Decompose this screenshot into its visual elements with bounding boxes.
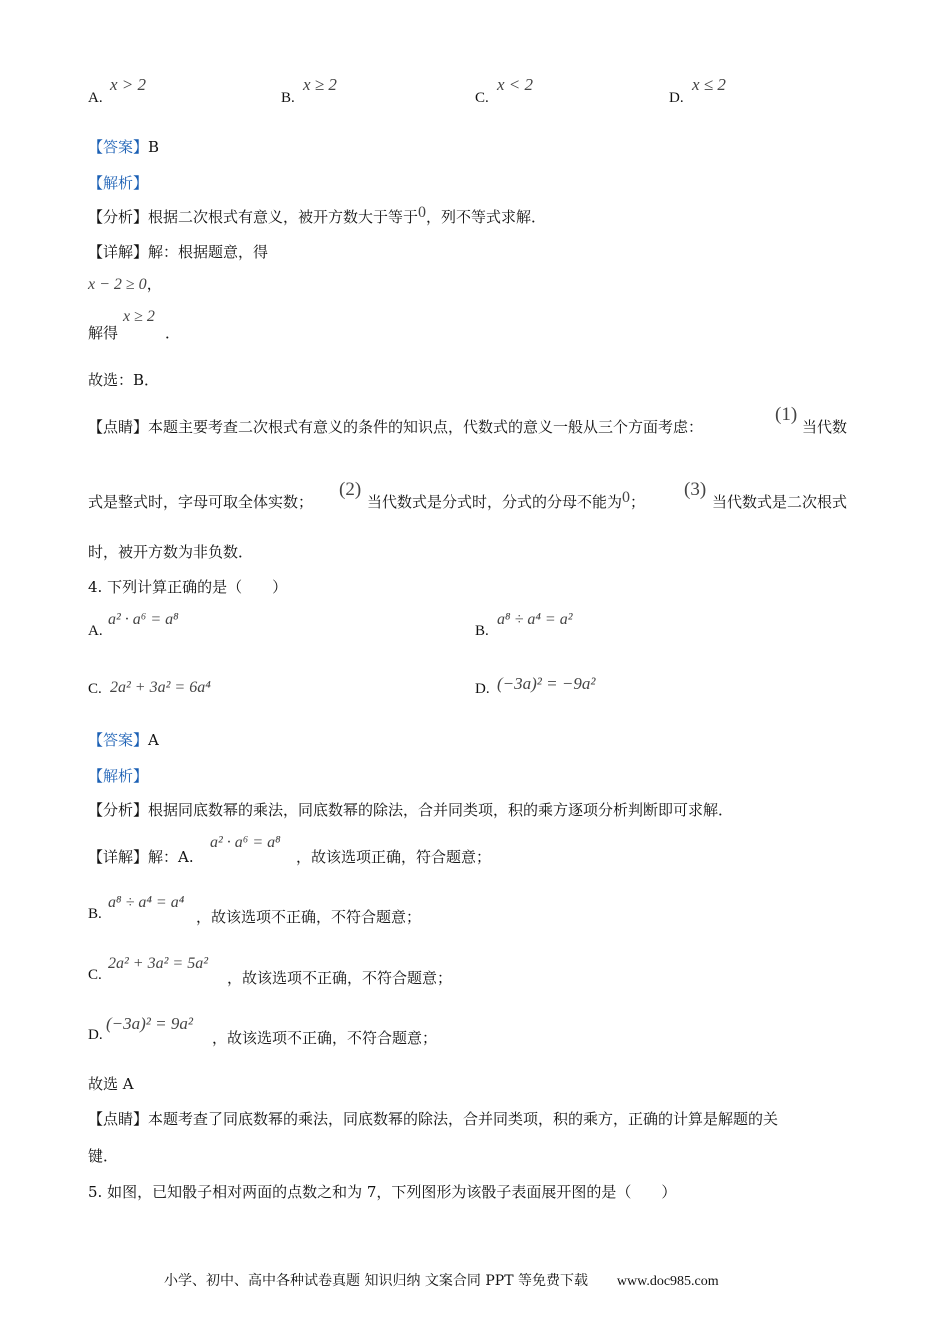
q3-detail — [88, 241, 268, 262]
q4-detail-d-letter: D. — [88, 1027, 103, 1043]
detail-prefix: 解：A. — [148, 848, 194, 866]
q3-solve-expr: x ≥ 2 — [123, 308, 155, 325]
q4-detail-d-expr: (−3a)² = 9a² — [106, 1014, 193, 1033]
q3-solve-tail: ． — [165, 324, 181, 342]
comment-text: 本题主要考查二次根式有意义的条件的知识点，代数式的意义一般从三个方面考虑： — [148, 418, 704, 436]
inequality-tail: ， — [146, 275, 162, 293]
option-letter: B. — [281, 90, 295, 106]
q4-detail-c-expr: 2a² + 3a² = 5a² — [108, 955, 208, 972]
q4-option-c-letter: C. — [88, 681, 102, 697]
q4-analysis-label: 【解析】 — [88, 767, 149, 785]
q4-detail-c-letter: C. — [88, 967, 102, 983]
q4-option-b-letter: B. — [475, 623, 489, 639]
q4-comment-line2: 键． — [88, 1147, 119, 1165]
q3-fenxi — [88, 206, 546, 227]
option-letter: C. — [475, 90, 489, 106]
fenxi-tail: ，列不等式求解． — [426, 208, 547, 226]
detail-label: 【详解】 — [88, 243, 149, 261]
q4-fenxi — [88, 799, 733, 820]
semicolon: ； — [630, 493, 646, 511]
q4-option-d-letter: D. — [475, 681, 490, 697]
solve-text: 解得 — [88, 324, 119, 342]
q3-option-d-expr: x ≤ 2 — [692, 75, 726, 94]
q4-title: 4. 下列计算正确的是（ ） — [88, 578, 288, 596]
q3-comment-line2b — [367, 491, 645, 512]
fenxi-text: 根据同底数幂的乘法，同底数幂的除法，合并同类项，积的乘方逐项分析判断即可求解． — [148, 801, 734, 819]
q4-detail-a-expr: a² · a⁶ = a⁸ — [210, 834, 281, 851]
footer-text: 小学、初中、高中各种试卷真题 知识归纳 文案合同 PPT 等免费下载 — [164, 1273, 588, 1289]
comment-text: 当代数式是分式时，分式的分母不能为 — [367, 493, 623, 511]
q4-option-b-expr: a⁸ ÷ a⁴ = a² — [497, 611, 573, 628]
footer-url[interactable]: www.doc985.com — [616, 1274, 719, 1289]
q4-detail-b-letter: B. — [88, 906, 102, 922]
comment-label: 【点睛】 — [88, 1110, 149, 1128]
q4-detail-b-text: ，故该选项不正确，不符合题意； — [196, 908, 422, 926]
q3-option-d — [669, 88, 684, 107]
fenxi-label: 【分析】 — [88, 208, 149, 226]
q3-num-1: (1) — [775, 404, 798, 425]
q3-num-3: (3) — [684, 479, 707, 500]
answer-value: B — [148, 138, 160, 156]
q3-option-b-expr: x ≥ 2 — [303, 75, 337, 94]
q4-comment-line1 — [88, 1108, 778, 1129]
q4-detail-b-expr: a⁸ ÷ a⁴ = a⁴ — [108, 894, 185, 911]
q4-detail-label — [88, 846, 194, 867]
comment-text: 本题考查了同底数幂的乘法，同底数幂的除法，合并同类项，积的乘方，正确的计算是解题的关 — [148, 1110, 779, 1128]
q3-choose: 故选：B． — [88, 371, 160, 389]
option-letter: D. — [669, 90, 684, 106]
zero-value: 0 — [622, 489, 631, 506]
q3-answer — [88, 136, 159, 157]
comment-label: 【点睛】 — [88, 418, 149, 436]
q4-detail-c-text: ，故该选项不正确，不符合题意； — [227, 969, 453, 987]
option-letter: A. — [88, 90, 103, 106]
q3-inequality — [88, 273, 162, 294]
q3-option-c-expr: x < 2 — [497, 75, 534, 94]
q3-solve — [88, 322, 118, 343]
q3-comment-line1 — [88, 416, 703, 437]
answer-label: 【答案】 — [88, 731, 149, 749]
q3-option-a-expr: x > 2 — [110, 75, 147, 94]
q4-choose: 故选 A — [88, 1075, 134, 1093]
fenxi-text: 根据二次根式有意义，被开方数大于等于 — [148, 208, 419, 226]
footer — [164, 1270, 719, 1290]
q3-option-b — [281, 88, 295, 107]
q4-detail-d-text: ，故该选项不正确，不符合题意； — [212, 1029, 438, 1047]
q3-option-a — [88, 88, 103, 107]
q5-title: 5. 如图，已知骰子相对两面的点数之和为 7，下列图形为该骰子表面展开图的是（ ） — [88, 1183, 677, 1201]
q4-option-d-expr: (−3a)² = −9a² — [497, 674, 596, 693]
q3-option-c — [475, 88, 489, 107]
q3-num-2: (2) — [339, 479, 362, 500]
inequality-expr: x − 2 ≥ 0 — [88, 276, 147, 293]
fenxi-label: 【分析】 — [88, 801, 149, 819]
q3-comment-line1-tail: 当代数 — [802, 418, 848, 436]
detail-text: 解：根据题意，得 — [148, 243, 269, 261]
q4-detail-a-text: ，故该选项正确，符合题意； — [296, 848, 492, 866]
answer-label: 【答案】 — [88, 138, 149, 156]
q3-comment-line3: 时，被开方数为非负数． — [88, 543, 254, 561]
q4-option-a-expr: a² · a⁶ = a⁸ — [108, 611, 179, 628]
answer-value: A — [148, 731, 159, 749]
q3-comment-line2c: 当代数式是二次根式 — [712, 493, 848, 511]
q3-analysis-label: 【解析】 — [88, 174, 149, 192]
q4-answer — [88, 729, 159, 750]
detail-label: 【详解】 — [88, 848, 149, 866]
q4-option-a-letter: A. — [88, 623, 103, 639]
fenxi-zero: 0 — [418, 204, 427, 221]
q3-comment-line2a: 式是整式时，字母可取全体实数； — [88, 493, 314, 511]
q4-option-c-expr: 2a² + 3a² = 6a⁴ — [110, 679, 211, 696]
